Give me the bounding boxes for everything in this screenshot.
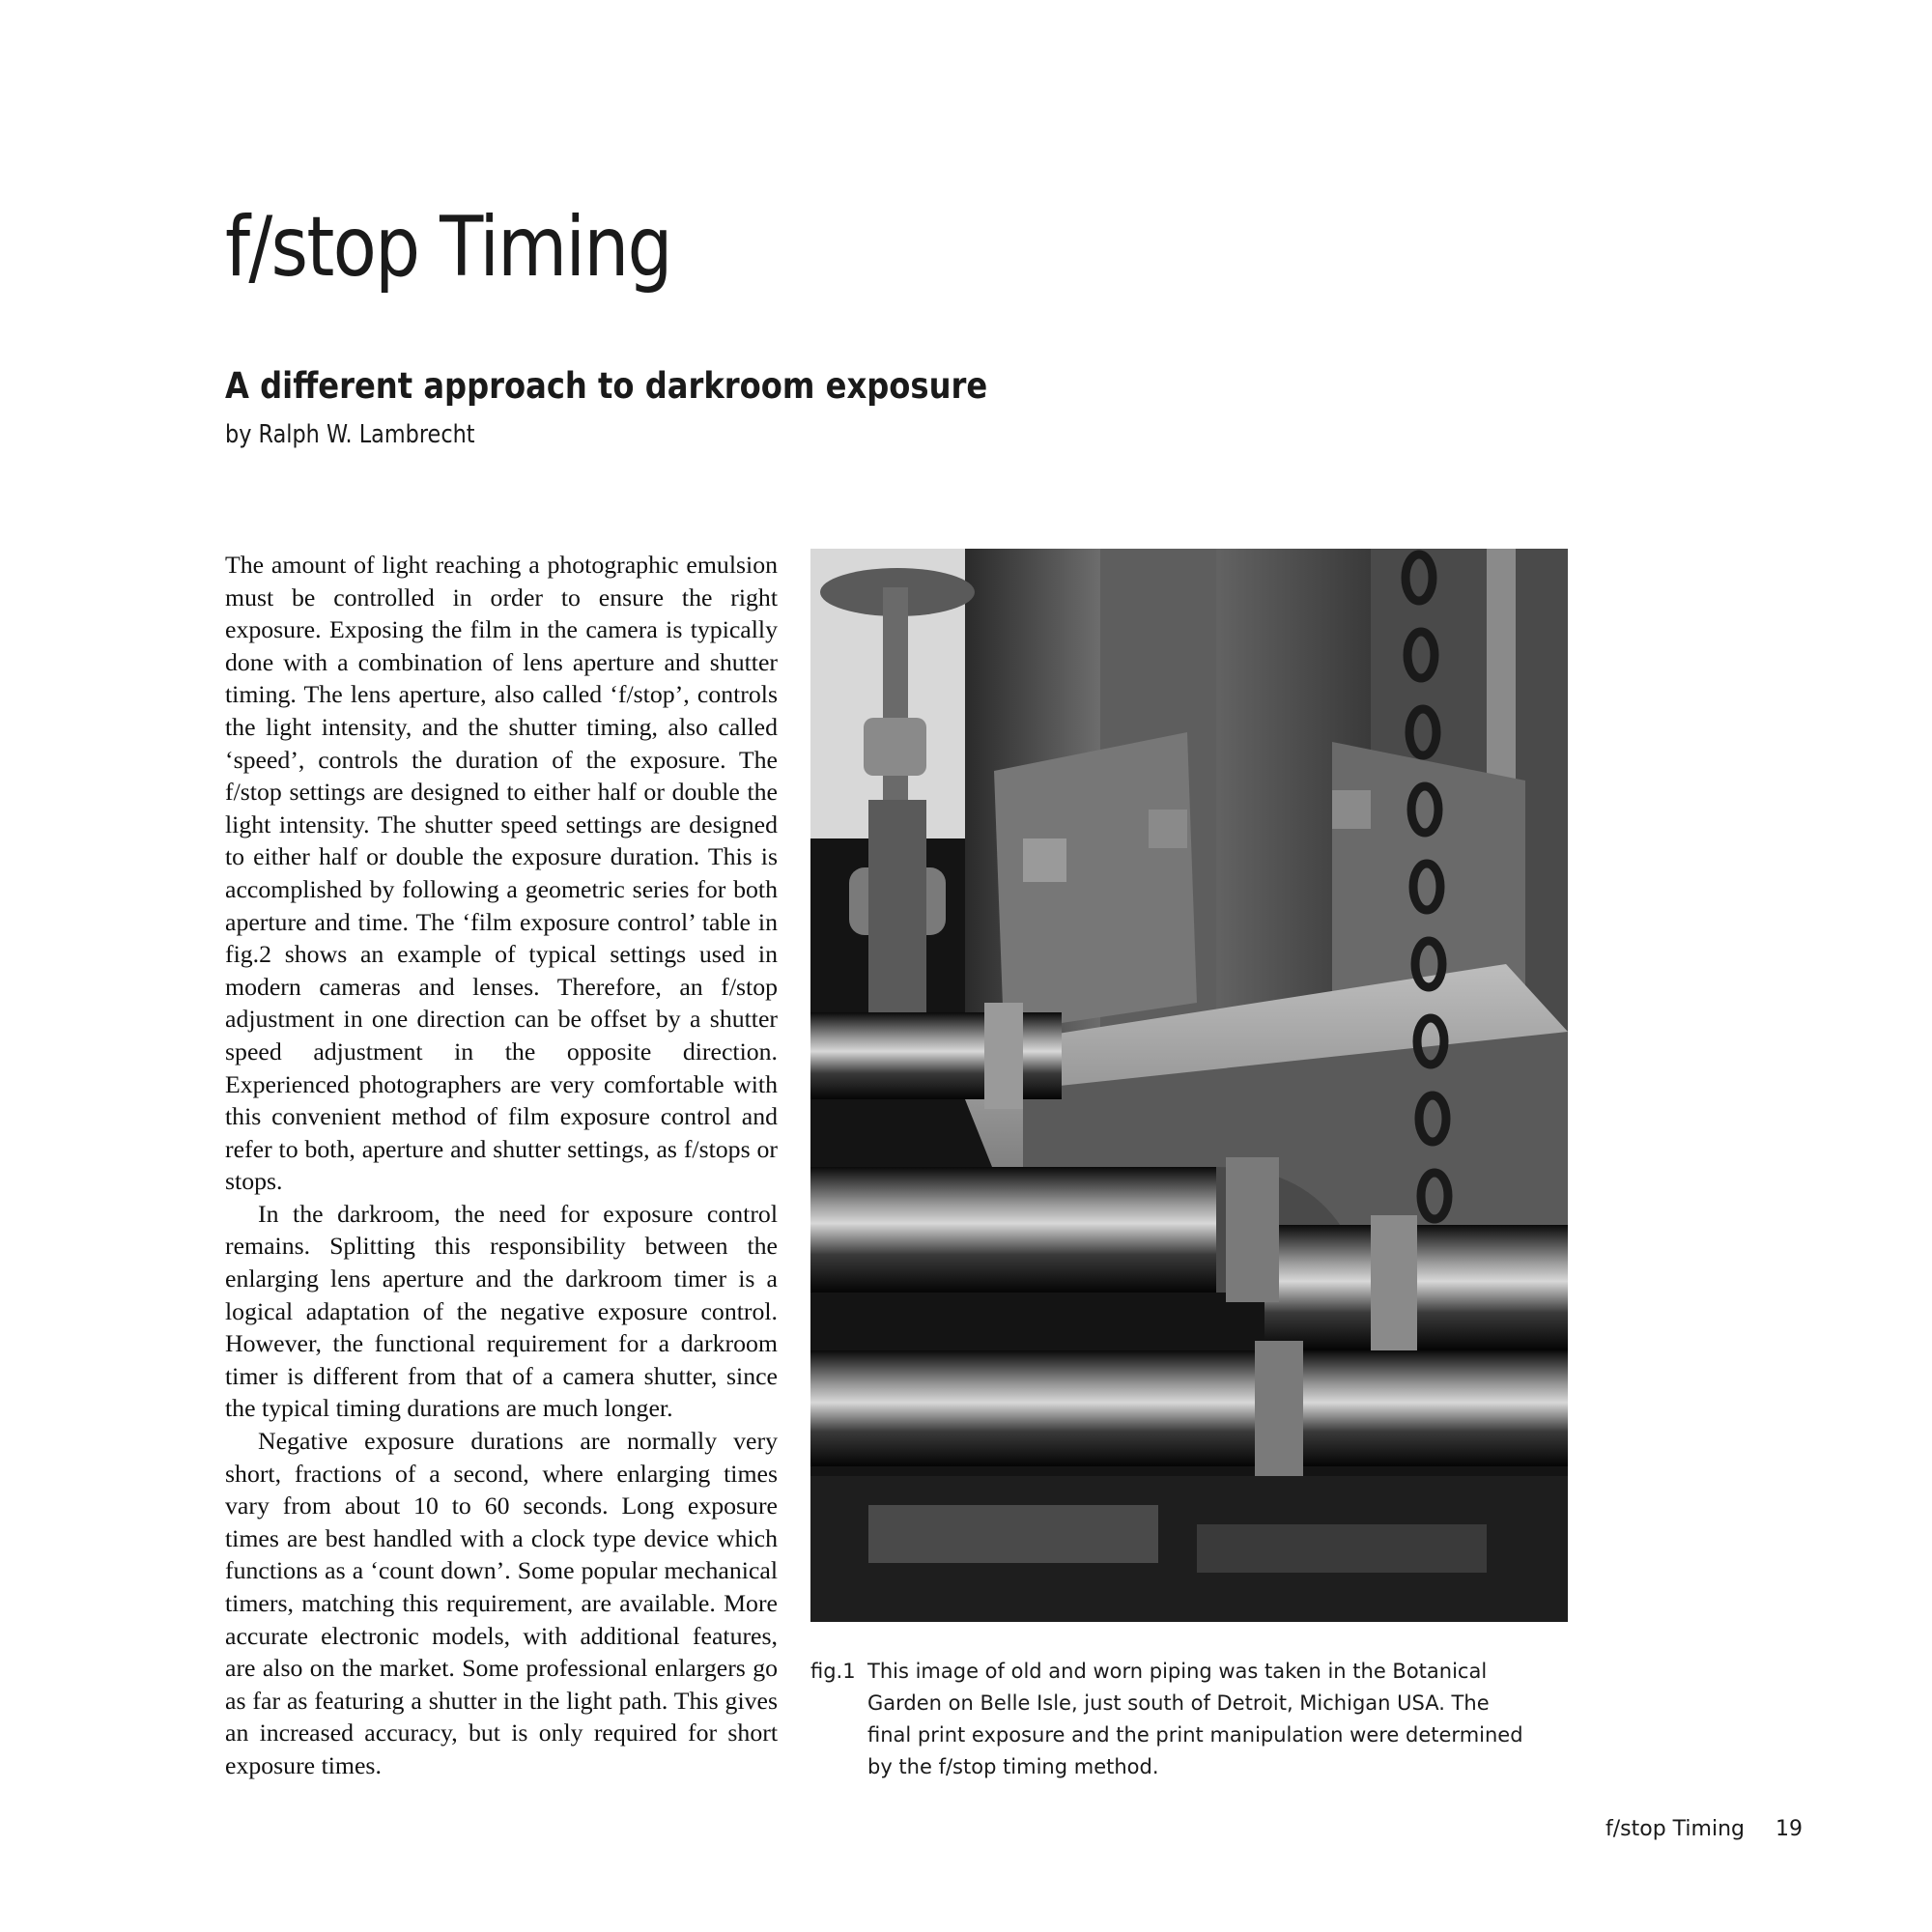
author-byline: by Ralph W. Lambrecht [225,420,475,449]
article-body [225,549,778,1782]
body-paragraph: The amount of light reaching a photographic emulsion must be controlled in order to ensure the right exposure. Exposing the film in the camera is typically done with a combination of lens aperture and shutter timing. The lens aperture, also called ‘f/stop’, controls the light intensity, and the shutter timing, also called ‘speed’, controls the duration of the exposure. The f/stop settings are designed to either half or double the light intensity. The shutter speed settings are designed to either half or double the exposure duration. This is accomplished by following a geometric series for both aperture and time. The ‘film exposure control’ table in fig.2 shows an example of typical settings used in modern cameras and lenses. Therefore, an f/stop adjustment in one direction can be offset by a shutter speed adjustment in the opposite direction. Experienced photographers are very comfortable with this convenient method of film exposure control and refer to both, aperture and shutter settings, as f/stops or stops. [225,551,778,1196]
body-paragraph: In the darkroom, the need for exposure control remains. Splitting this responsibility between the enlarging lens aperture and the darkroom timer is a logical adaptation of the negative exposure control. However, the functional requirement for a darkroom timer is different from that of a camera shutter, since the typical timing durations are much longer. [225,1199,778,1423]
figure-caption-text: This image of old and worn piping was taken in the Botanical Garden on Belle Isle, just south of Detroit, Michigan USA. The final print exposure and the print manipulation were determined by the f/stop timing method. [867,1660,1523,1778]
figure-label: fig.1 [810,1660,856,1683]
page-title: f/stop Timing [225,199,671,296]
figure-photo-pipes [810,549,1568,1622]
running-title: f/stop Timing [1605,1817,1745,1841]
page-footer [1605,1817,1803,1841]
article-subtitle: A different approach to darkroom exposure [225,365,988,407]
body-paragraph: Negative exposure durations are normally very short, fractions of a second, where enlarging times vary from about 10 to 60 seconds. Long exposure times are best handled with a clock type device which functions as a ‘count down’. Some popular mechanical timers, matching this requirement, are available. More accurate electronic models, with additional features, are also on the market. Some professional enlargers go as far as featuring a shutter in the light path. This gives an increased accuracy, but is only required for short exposure times. [225,1427,778,1779]
page-number: 19 [1776,1817,1803,1841]
